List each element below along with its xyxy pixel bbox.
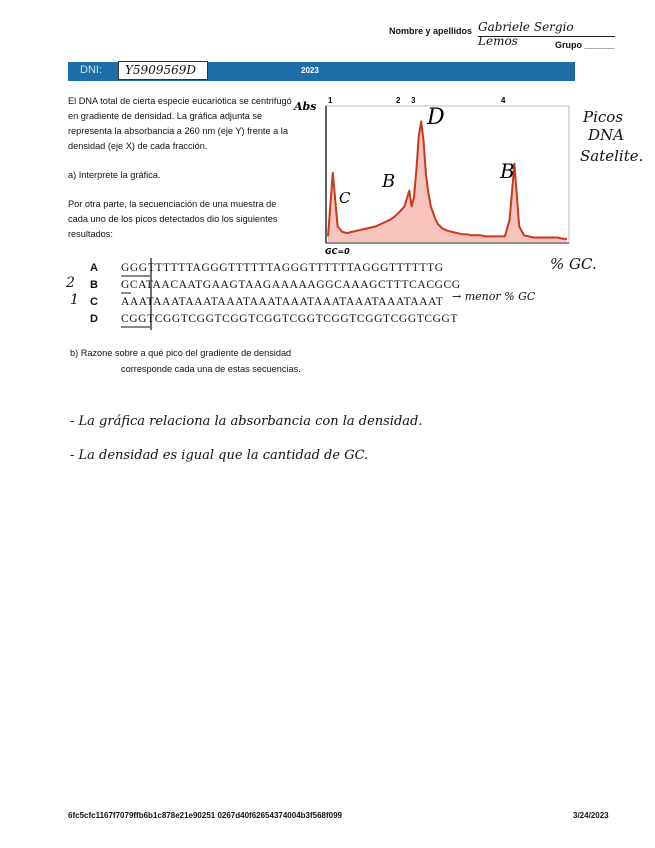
sequencing-text: Por otra parte, la secuenciación de una muestra de cada uno de los picos detectados dio los siguientes resultados: <box>68 199 278 239</box>
peak-d-annotation: D <box>427 105 445 130</box>
seq-d: CGGTCGGTCGGTCGGTCGGTCGGTCGGTCGGTCGGTCGGT <box>121 313 459 325</box>
seq-letter-d: D <box>90 313 98 325</box>
name-label: Nombre y apellidos <box>389 26 473 36</box>
peak-number-3: 3 <box>411 96 416 105</box>
dni-banner <box>68 62 575 81</box>
peak-b2-annotation: B <box>500 159 515 183</box>
peak-c-annotation: C <box>339 189 351 207</box>
gc0-annotation: GC=0 <box>325 247 350 256</box>
mark-1: 1 <box>70 292 79 308</box>
picos-line-1: Picos <box>583 108 624 126</box>
menor-gc-note: → menor % GC <box>452 290 536 303</box>
abs-annotation: Abs <box>294 100 317 113</box>
mark-2: 2 <box>66 275 75 291</box>
pct-gc-note: % GC. <box>550 255 597 273</box>
chart-frame <box>326 106 569 243</box>
sequence-markings <box>115 256 165 332</box>
picos-line-3: Satelite. <box>580 147 644 165</box>
picos-line-2: DNA <box>588 126 624 144</box>
seq-c: AAATAAATAAATAAATAAATAAATAAATAAATAAATAAAT <box>121 296 444 308</box>
peak-number-4: 4 <box>501 96 506 105</box>
seq-b: GCATAACAATGAAGTAAGAAAAAGGCAAAGCTTTCACGCG <box>121 279 461 291</box>
peak-number-1: 1 <box>328 96 333 105</box>
question-part-b-line2: corresponde cada una de estas secuencias. <box>121 364 301 374</box>
question-part-a: a) Interprete la gráfica. <box>68 170 161 180</box>
question-part-b-line1: b) Razone sobre a qué pico del gradiente de densidad <box>70 348 292 358</box>
seq-a: GGGTTTTTTAGGGTTTTTTAGGGTTTTTTAGGGTTTTTTG <box>121 262 444 274</box>
peak-number-2: 2 <box>396 96 401 105</box>
question-intro: El DNA total de cierta especie eucariótica se centrifugó en gradiente de densidad. La gráfica adjunta se representa la absorbancia a 260 nm (eje Y) frente a la densidad (eje X) de cada fracción. <box>68 96 292 151</box>
answer-line-2: - La densidad es igual que la cantidad de GC. <box>70 448 369 463</box>
dni-label: DNI: <box>80 64 102 76</box>
dni-value: Y5909569D <box>118 61 208 80</box>
year-label: 2023 <box>301 66 319 75</box>
seq-letter-a: A <box>90 262 98 274</box>
answer-line-1: - La gráfica relaciona la absorbancia con la densidad. <box>70 414 423 429</box>
peak-b1-annotation: B <box>382 171 396 192</box>
footer-hash: 6fc5cfc1167f7079ffb6b1c878e21e90251 0267d40f62654374004b3f568f099 <box>68 811 342 820</box>
group-label: Grupo ______ <box>555 40 615 50</box>
seq-letter-b: B <box>90 279 98 291</box>
seq-letter-c: C <box>90 296 98 308</box>
footer-date: 3/24/2023 <box>573 811 609 820</box>
name-value: Gabriele Sergio Lemos <box>478 20 615 37</box>
